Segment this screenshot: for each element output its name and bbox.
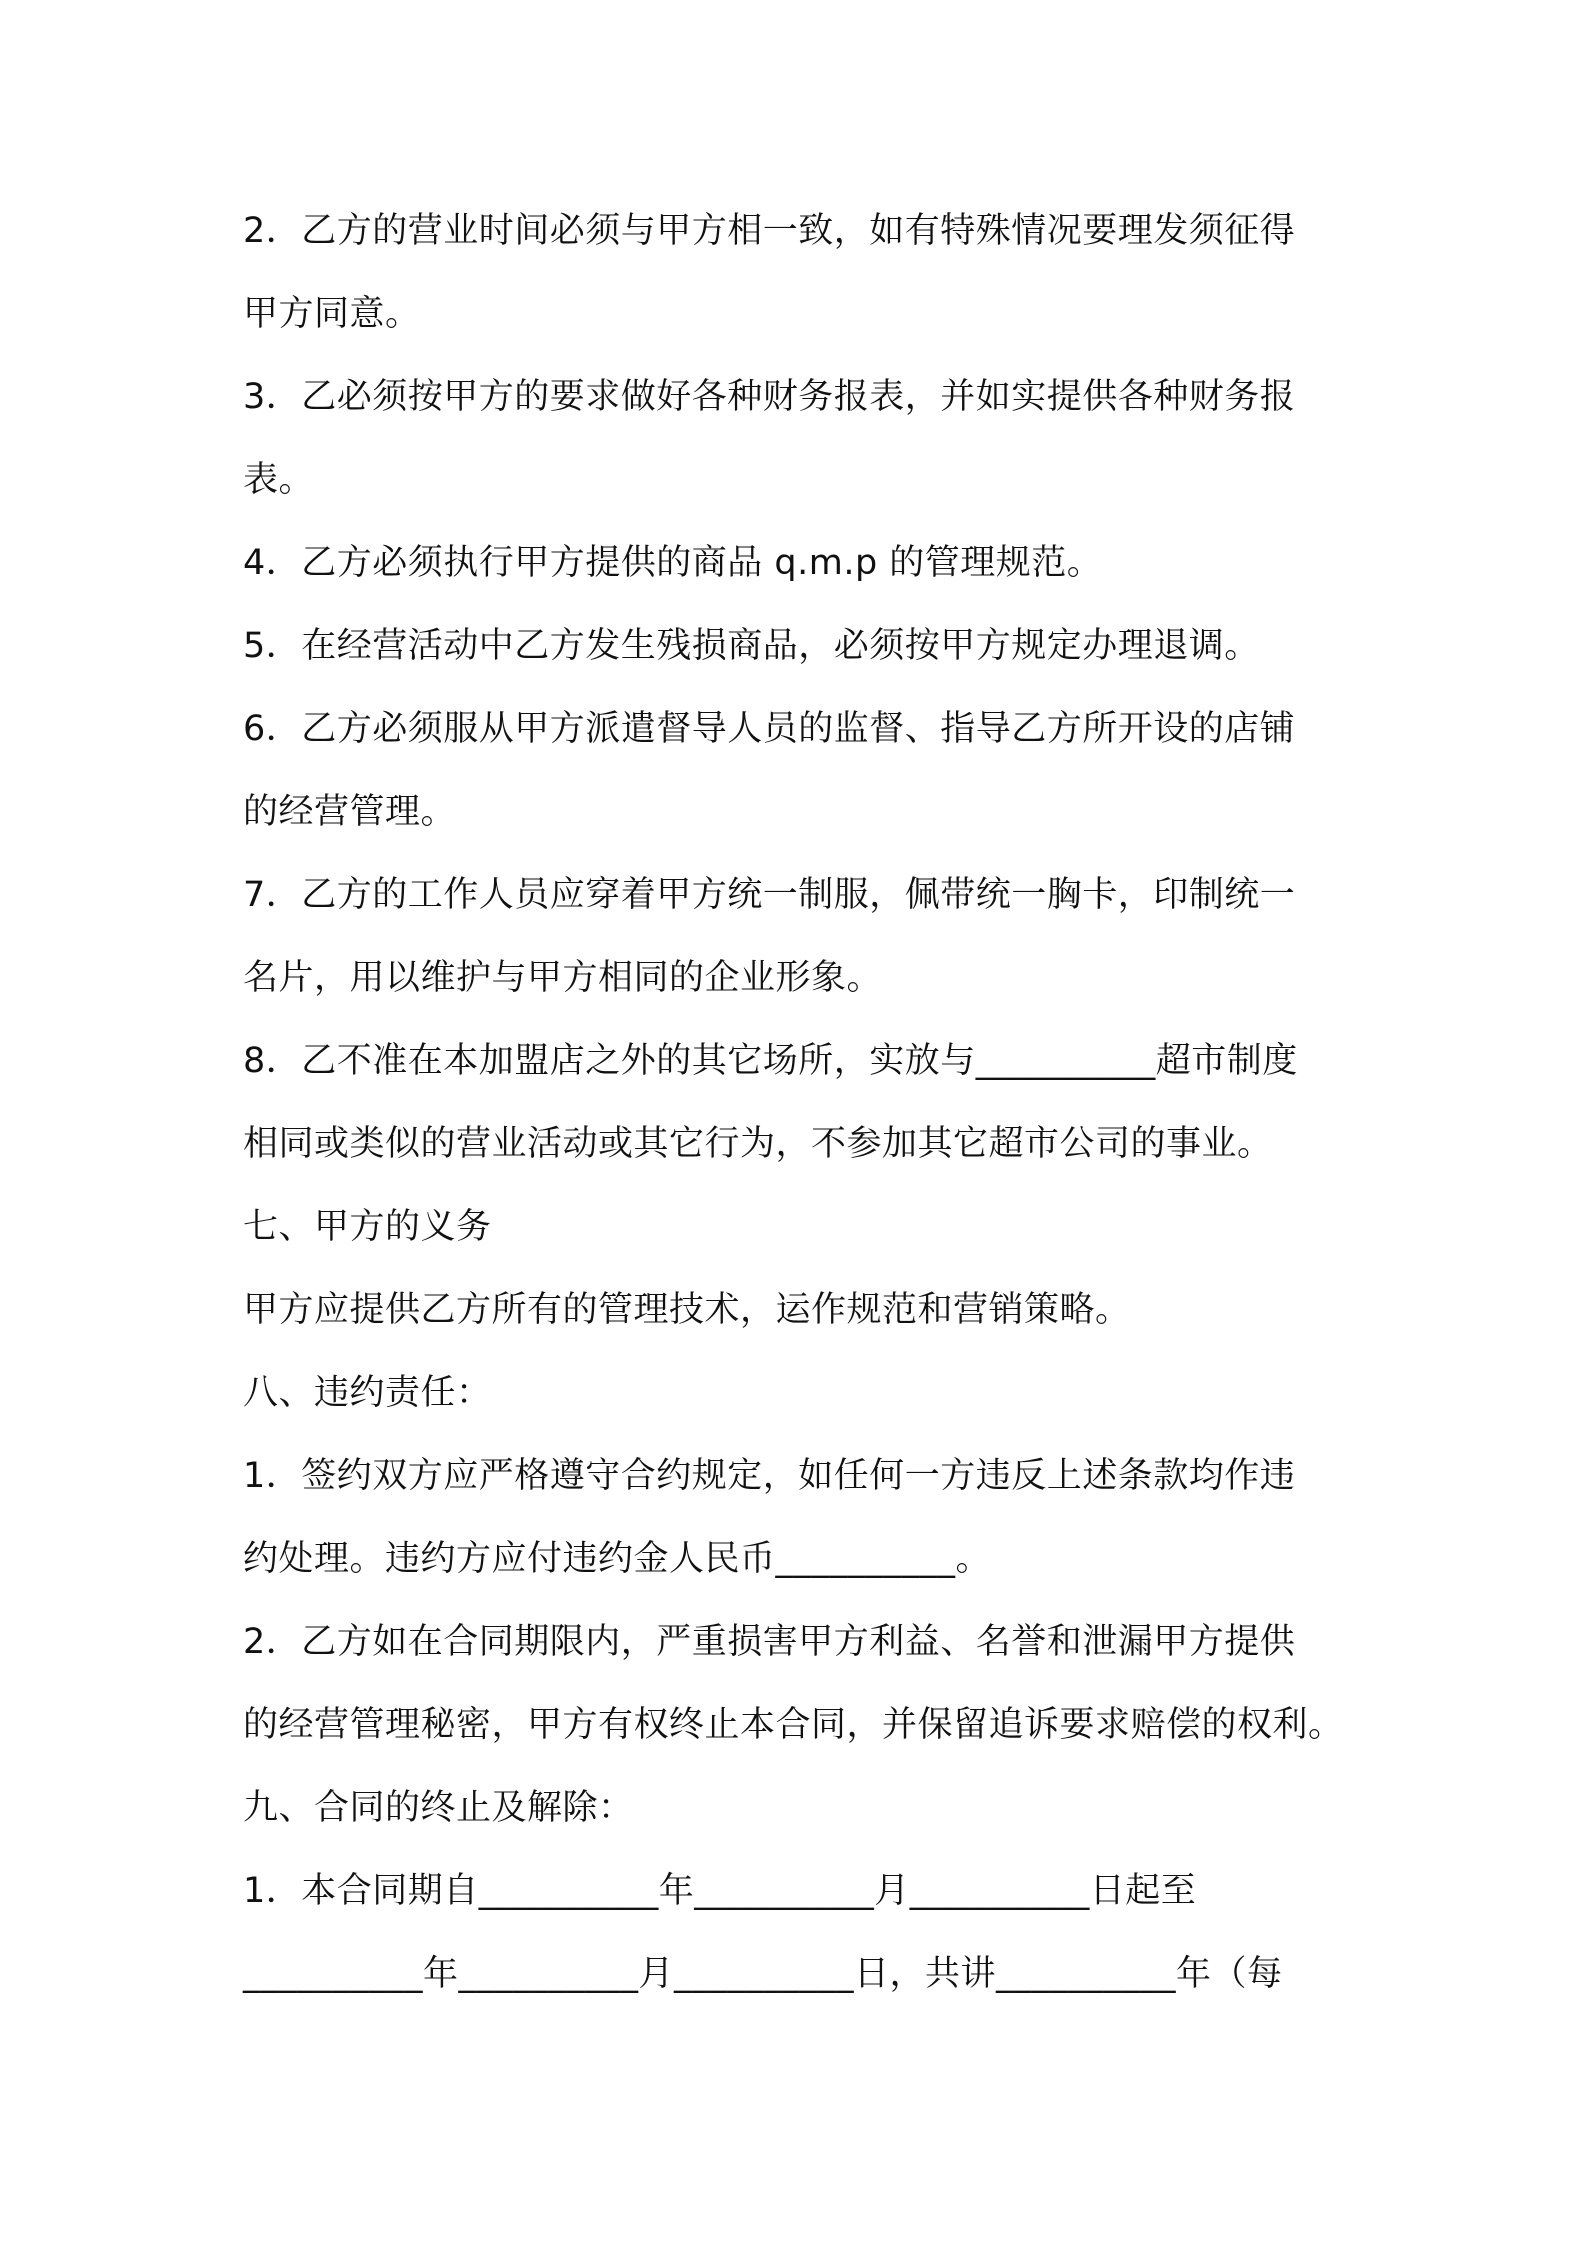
- document-page: [243, 190, 1358, 2016]
- text-line: 1．签约双方应严格遵守合约规定，如任何一方违反上述条款均作违: [243, 1456, 1296, 1496]
- text-line: 的经营管理秘密，甲方有权终止本合同，并保留追诉要求赔偿的权利。: [243, 1705, 1344, 1745]
- text-line: 名片，用以维护与甲方相同的企业形象。: [243, 958, 883, 998]
- text-line: 甲方应提供乙方所有的管理技术，运作规范和营销策略。: [243, 1290, 1131, 1330]
- text-line: 4．乙方必须执行甲方提供的商品 q.m.p 的管理规范。: [243, 543, 1103, 583]
- section-heading: 七、甲方的义务: [243, 1207, 492, 1247]
- text-line: 2．乙方的营业时间必须与甲方相一致，如有特殊情况要理发须征得: [243, 211, 1296, 251]
- section-heading: 八、违约责任：: [243, 1373, 492, 1413]
- text-line: 约处理。违约方应付违约金人民币__________。: [243, 1539, 992, 1579]
- text-line: 的经营管理。: [243, 792, 457, 832]
- text-line: 甲方同意。: [243, 294, 421, 334]
- text-line: 1．本合同期自__________年__________月__________日起至: [243, 1871, 1197, 1911]
- text-line: 8．乙不准在本加盟店之外的其它场所，实放与__________超市制度: [243, 1041, 1298, 1081]
- text-line: 3．乙必须按甲方的要求做好各种财务报表，并如实提供各种财务报: [243, 377, 1296, 417]
- text-line: 2．乙方如在合同期限内，严重损害甲方利益、名誉和泄漏甲方提供: [243, 1622, 1296, 1662]
- text-line: 相同或类似的营业活动或其它行为，不参加其它超市公司的事业。: [243, 1124, 1273, 1164]
- text-line: __________年__________月__________日，共讲__________年（每: [243, 1954, 1283, 1994]
- text-line: 5．在经营活动中乙方发生残损商品，必须按甲方规定办理退调。: [243, 626, 1260, 666]
- text-line: 6．乙方必须服从甲方派遣督导人员的监督、指导乙方所开设的店铺: [243, 709, 1296, 749]
- text-line: 7．乙方的工作人员应穿着甲方统一制服，佩带统一胸卡，印制统一: [243, 875, 1296, 915]
- section-heading: 九、合同的终止及解除：: [243, 1788, 634, 1828]
- text-line: 表。: [243, 460, 315, 500]
